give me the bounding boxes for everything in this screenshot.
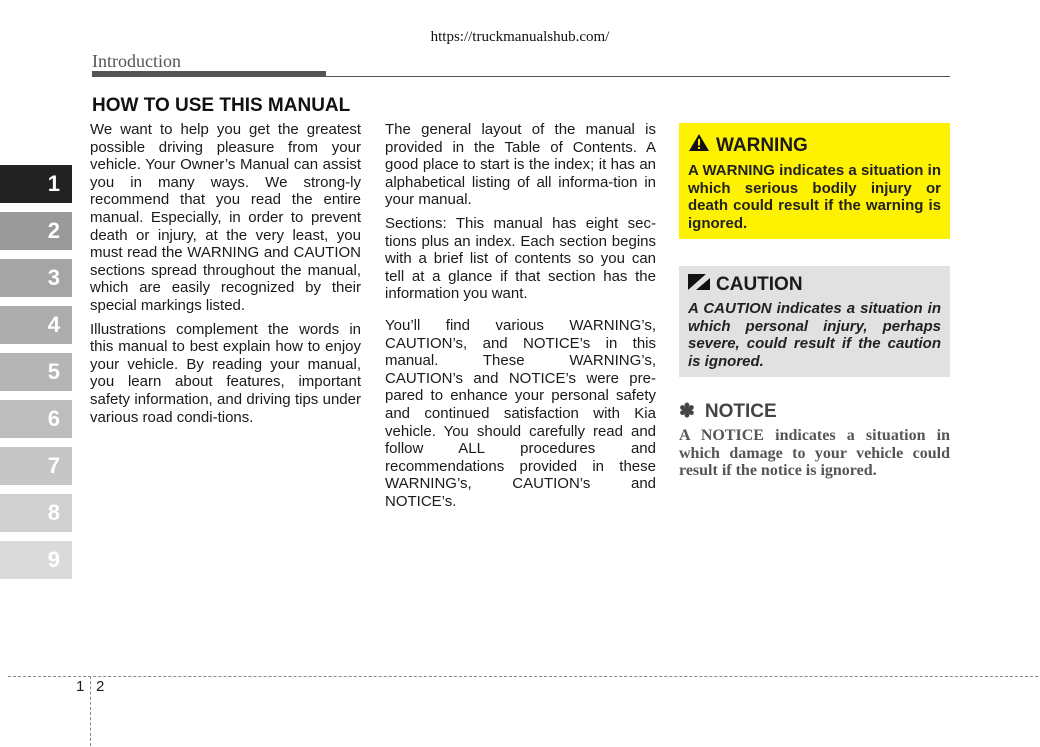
chapter-tab-3[interactable]: 3 (0, 259, 72, 297)
chapter-tab-5[interactable]: 5 (0, 353, 72, 391)
notice-title: NOTICE (704, 401, 777, 422)
chapter-tab-2[interactable]: 2 (0, 212, 72, 250)
warning-text: A WARNING indicates a situation in which serious bodily injury or death could result if the warning is ignored. (688, 162, 941, 232)
text-column-1 (90, 121, 361, 432)
page-chapter-number: 1 (76, 678, 85, 695)
chapter-tab-1[interactable]: 1 (0, 165, 72, 203)
header-rule-thick (92, 71, 326, 77)
chapter-tab-4[interactable]: 4 (0, 306, 72, 344)
paragraph: Sections: This manual has eight sec-tions plus an index. Each section begins with a brief list of contents so you can tell at a glance if that section has the information you want. (385, 214, 656, 303)
page-heading: HOW TO USE THIS MANUAL (92, 95, 351, 116)
footer-divider (8, 676, 1038, 677)
caution-text: A CAUTION indicates a situation in which personal injury, perhaps severe, could result if the caution is ignored. (688, 300, 941, 370)
page-number: 2 (96, 678, 105, 695)
caution-box (679, 266, 950, 377)
chapter-tab-7[interactable]: 7 (0, 447, 72, 485)
paragraph: We want to help you get the greatest possible driving pleasure from your vehicle. Your Owner’s Manual can assist you in many ways. We strong-ly recommend that you read the entire manual. Especially, in order to prevent death or injury, at the very least, you must read the WARNING and CAUTION sections spread throughout the manual, which are easily recognized by their special markings listed. (90, 121, 361, 314)
chapter-tab-9[interactable]: 9 (0, 541, 72, 579)
notice-text: A NOTICE indicates a situation in which damage to your vehicle could result if the notice is ignored. (679, 427, 950, 480)
chapter-tabs (0, 165, 72, 588)
section-name: Introduction (92, 51, 181, 71)
chapter-tab-8[interactable]: 8 (0, 494, 72, 532)
paragraph: Illustrations complement the words in this manual to best explain how to enjoy your vehicle. By reading your manual, you learn about features, important safety information, and driving tips under various road condi-tions. (90, 320, 361, 426)
text-column-2 (385, 121, 656, 516)
header-rule-thin (326, 76, 950, 77)
warning-title: WARNING (716, 134, 808, 156)
caution-title: CAUTION (716, 274, 803, 295)
warning-box (679, 123, 950, 239)
caution-stripe-icon (688, 274, 710, 296)
notice-block (679, 400, 950, 480)
paragraph: You’ll find various WARNING’s, CAUTION’s, and NOTICE’s in this manual. These WARNING’s, CAUTION’s and NOTICE’s were pre-pared to enhance your personal safety and continued satisfaction with Kia vehicle. You should carefully read and follow ALL procedures and recommendations provided in these WARNING’s, CAUTION’s and NOTICE’s. (385, 316, 656, 510)
notice-title-row (679, 400, 950, 423)
footer-divider-vertical (90, 676, 91, 746)
caution-title-row (688, 274, 941, 296)
warning-triangle-icon (688, 133, 710, 158)
source-url: https://truckmanualshub.com/ (430, 29, 610, 45)
asterisk-icon: ✽ (679, 401, 695, 422)
paragraph: The general layout of the manual is provided in the Table of Contents. A good place to start is the index; it has an alphabetical listing of all informa-tion in your manual. (385, 121, 656, 209)
warning-title-row (688, 133, 941, 158)
chapter-tab-6[interactable]: 6 (0, 400, 72, 438)
